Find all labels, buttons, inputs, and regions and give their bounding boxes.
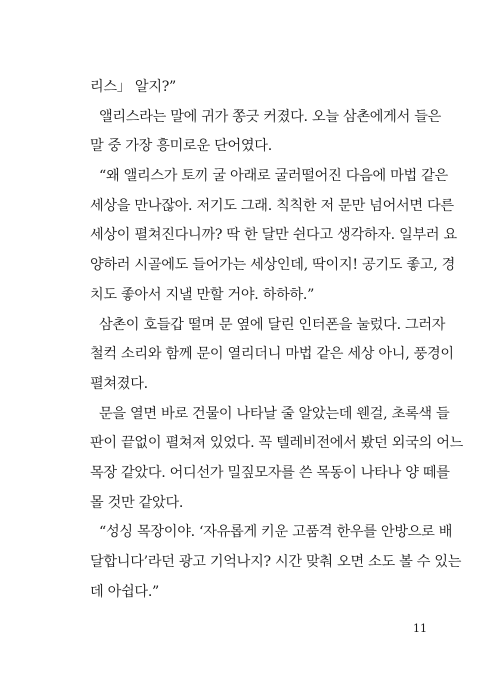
text-line: 말 중 가장 흥미로운 단어였다. xyxy=(90,138,272,155)
text-line: 세상이 펼쳐진다니까? 딱 한 달만 쉰다고 생각하자. 일부러 요 xyxy=(90,227,457,244)
page-number: 11 xyxy=(413,622,427,635)
text-line: 리스」 알지?” xyxy=(90,79,176,95)
text-line: “왜 앨리스가 토끼 굴 아래로 굴러떨어진 다음에 마법 같은 xyxy=(99,168,448,185)
text-line: 앨리스라는 말에 귀가 쫑긋 커졌다. 오늘 삼촌에게서 들은 xyxy=(99,108,441,125)
text-line: “성싱 목장이야. ‘자유롭게 키운 고품격 한우를 안방으로 배 xyxy=(99,524,453,541)
text-line: 달합니다’라던 광고 기억나지? 시간 맞춰 오면 소도 볼 수 있는 xyxy=(90,554,462,570)
text-line: 세상을 만나잖아. 저기도 그래. 칙칙한 저 문만 넘어서면 다른 xyxy=(90,197,454,214)
text-line: 판이 끝없이 펼쳐져 있었다. 꼭 텔레비전에서 봤던 외국의 어느 xyxy=(90,435,464,452)
text-line: 데 아쉽다.” xyxy=(90,583,159,600)
text-line: 펼쳐졌다. xyxy=(90,375,148,392)
text-line: 치도 좋아서 지낼 만할 거야. 하하하.” xyxy=(90,286,315,303)
text-line: 문을 열면 바로 건물이 나타날 줄 알았는데 웬걸, 초록색 들 xyxy=(99,405,450,422)
text-line: 몰 것만 같았다. xyxy=(90,494,184,511)
body-text xyxy=(90,73,464,607)
text-line: 양하러 시골에도 들어가는 세상인데, 딱이지! 공기도 좋고, 경 xyxy=(90,257,456,274)
text-line: 삼촌이 호들갑 떨며 문 옆에 달린 인터폰을 눌렀다. 그러자 xyxy=(99,316,446,333)
text-line: 철컥 소리와 함께 문이 열리더니 마법 같은 세상 아니, 풍경이 xyxy=(90,346,454,363)
text-line: 목장 같았다. 어디선가 밀짚모자를 쓴 목동이 나타나 양 떼를 xyxy=(90,464,450,481)
